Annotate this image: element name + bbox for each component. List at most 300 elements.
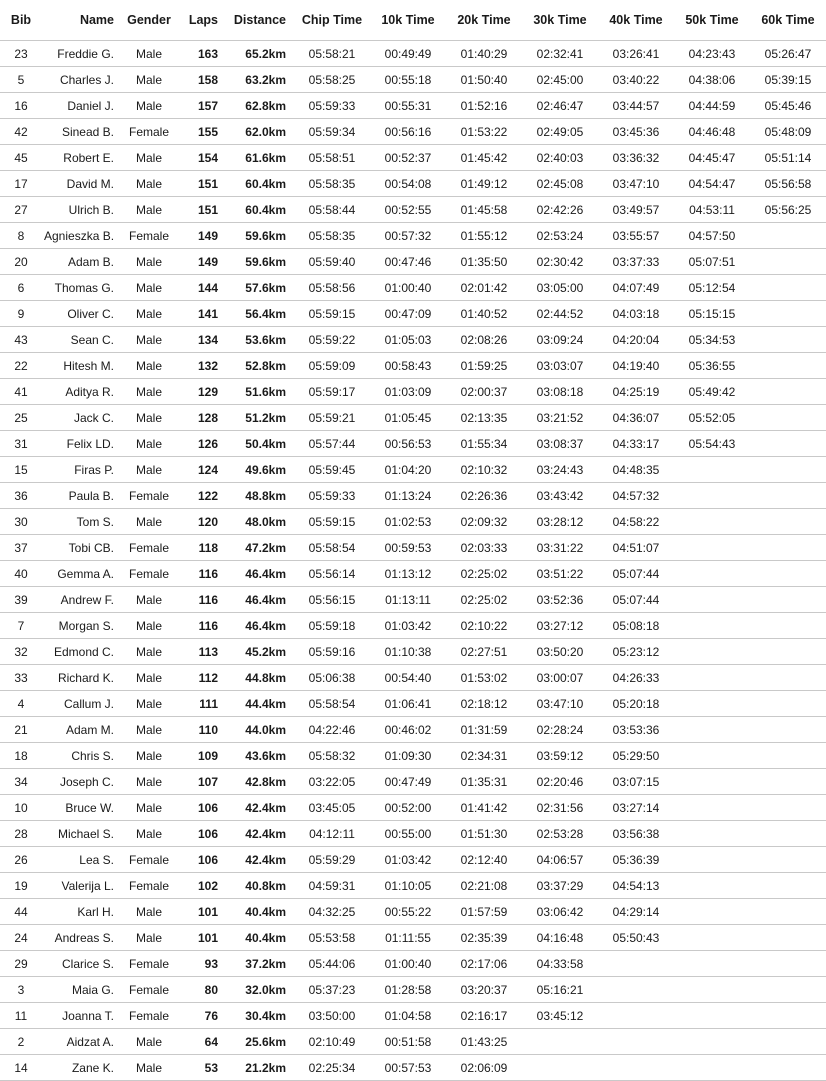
table-row xyxy=(0,795,826,821)
laps-cell: 151 xyxy=(197,176,218,191)
chip-time-cell: 05:59:34 xyxy=(308,124,356,139)
split-10k-cell: 01:13:12 xyxy=(384,566,432,581)
split-20k-cell: 02:35:39 xyxy=(460,930,508,945)
split-50k-cell: 05:49:42 xyxy=(688,384,736,399)
gender-cell: Female xyxy=(128,228,169,243)
bib-cell: 20 xyxy=(14,254,28,269)
distance-cell: 30.4km xyxy=(245,1008,286,1023)
chip-time-cell: 05:53:58 xyxy=(308,930,356,945)
split-30k-cell xyxy=(522,1055,598,1081)
table-row xyxy=(0,197,826,223)
name-cell: Callum J. xyxy=(63,696,114,711)
gender-cell: Female xyxy=(128,488,169,503)
split-20k-cell: 02:21:08 xyxy=(460,878,508,893)
gender-cell: Male xyxy=(135,1034,162,1049)
laps-cell: 124 xyxy=(197,462,218,477)
split-20k-cell: 02:03:33 xyxy=(460,540,508,555)
chip-time-cell: 05:59:45 xyxy=(308,462,356,477)
laps-cell: 109 xyxy=(197,748,218,763)
gender-cell: Female xyxy=(128,566,169,581)
gender-cell: Male xyxy=(135,410,162,425)
split-30k-cell: 05:16:21 xyxy=(536,982,584,997)
distance-cell: 44.0km xyxy=(245,722,286,737)
header-row xyxy=(0,0,826,41)
chip-time-cell: 04:12:11 xyxy=(309,826,355,841)
split-20k-cell: 01:49:12 xyxy=(460,176,508,191)
laps-cell: 80 xyxy=(204,982,218,997)
split-20k-cell: 01:40:29 xyxy=(460,46,508,61)
split-50k-cell: 04:54:47 xyxy=(688,176,736,191)
split-30k-cell: 03:03:07 xyxy=(536,358,584,373)
laps-cell: 101 xyxy=(197,904,218,919)
distance-cell: 56.4km xyxy=(245,306,286,321)
split-40k-cell: 05:36:39 xyxy=(612,852,660,867)
distance-cell: 51.6km xyxy=(245,384,286,399)
laps-cell: 129 xyxy=(197,384,218,399)
split-50k-cell: 05:07:51 xyxy=(688,254,736,269)
split-50k-cell xyxy=(674,795,750,821)
chip-time-cell: 05:59:15 xyxy=(308,306,356,321)
bib-cell: 30 xyxy=(14,514,28,529)
split-40k-cell: 03:44:57 xyxy=(612,98,660,113)
table-row xyxy=(0,743,826,769)
split-40k-cell xyxy=(598,977,674,1003)
split-10k-cell: 01:05:03 xyxy=(384,332,432,347)
bib-cell: 5 xyxy=(17,72,25,87)
split-50k-cell: 04:53:11 xyxy=(689,202,735,217)
distance-cell: 44.4km xyxy=(245,696,286,711)
split-50k-cell xyxy=(674,665,750,691)
split-10k-cell: 01:28:58 xyxy=(384,982,432,997)
split-30k-cell: 03:24:43 xyxy=(536,462,584,477)
split-10k-cell: 00:57:53 xyxy=(384,1060,432,1075)
name-cell: Tobi CB. xyxy=(68,540,114,555)
bib-cell: 21 xyxy=(14,722,28,737)
split-10k-cell: 01:13:11 xyxy=(385,592,431,607)
split-50k-cell xyxy=(674,873,750,899)
split-50k-cell xyxy=(674,587,750,613)
split-30k-cell: 02:46:47 xyxy=(536,98,584,113)
split-60k-cell xyxy=(750,587,826,613)
table-row xyxy=(0,717,826,743)
split-60k-cell xyxy=(750,275,826,301)
column-header-name: Name xyxy=(79,13,114,27)
split-50k-cell xyxy=(674,743,750,769)
split-60k-cell xyxy=(750,483,826,509)
split-20k-cell: 01:53:22 xyxy=(460,124,508,139)
table-row xyxy=(0,457,826,483)
distance-cell: 65.2km xyxy=(245,46,286,61)
split-40k-cell: 03:07:15 xyxy=(612,774,660,789)
bib-cell: 24 xyxy=(14,930,28,945)
split-20k-cell: 02:17:06 xyxy=(460,956,508,971)
bib-cell: 22 xyxy=(14,358,28,373)
split-50k-cell: 05:12:54 xyxy=(688,280,736,295)
name-cell: Aditya R. xyxy=(65,384,114,399)
name-cell: Agnieszka B. xyxy=(44,228,115,243)
split-10k-cell: 01:04:58 xyxy=(384,1008,432,1023)
split-40k-cell: 05:29:50 xyxy=(612,748,660,763)
name-cell: Sean C. xyxy=(70,332,114,347)
gender-cell: Male xyxy=(135,826,162,841)
split-50k-cell xyxy=(674,821,750,847)
split-60k-cell xyxy=(750,561,826,587)
name-cell: Zane K. xyxy=(71,1060,114,1075)
table-row xyxy=(0,691,826,717)
split-20k-cell: 01:55:12 xyxy=(460,228,508,243)
bib-cell: 19 xyxy=(14,878,28,893)
chip-time-cell: 04:32:25 xyxy=(308,904,356,919)
laps-cell: 116 xyxy=(198,592,218,607)
split-20k-cell: 01:50:40 xyxy=(460,72,508,87)
name-cell: Edmond C. xyxy=(53,644,114,659)
table-row xyxy=(0,301,826,327)
table-row xyxy=(0,821,826,847)
split-20k-cell: 01:45:42 xyxy=(460,150,508,165)
table-row xyxy=(0,67,826,93)
table-row xyxy=(0,639,826,665)
split-10k-cell: 01:00:40 xyxy=(384,280,432,295)
split-40k-cell: 03:53:36 xyxy=(612,722,660,737)
name-cell: Oliver C. xyxy=(67,306,114,321)
split-30k-cell: 03:50:20 xyxy=(536,644,584,659)
split-50k-cell xyxy=(674,769,750,795)
split-10k-cell: 00:52:00 xyxy=(384,800,432,815)
results-body xyxy=(0,41,826,1081)
laps-cell: 118 xyxy=(198,540,218,555)
column-header-40k-time: 40k Time xyxy=(609,13,663,27)
laps-cell: 106 xyxy=(197,826,218,841)
split-50k-cell xyxy=(674,483,750,509)
chip-time-cell: 05:59:16 xyxy=(308,644,356,659)
split-30k-cell: 03:52:36 xyxy=(536,592,584,607)
bib-cell: 3 xyxy=(17,982,25,997)
split-20k-cell: 01:35:50 xyxy=(460,254,508,269)
table-row xyxy=(0,847,826,873)
split-60k-cell: 05:56:25 xyxy=(764,202,812,217)
split-60k-cell xyxy=(750,743,826,769)
name-cell: Valerija L. xyxy=(61,878,114,893)
split-30k-cell: 02:44:52 xyxy=(536,306,584,321)
split-50k-cell xyxy=(674,639,750,665)
split-30k-cell: 02:49:05 xyxy=(536,124,584,139)
laps-cell: 113 xyxy=(198,644,218,659)
split-40k-cell xyxy=(598,1029,674,1055)
split-30k-cell: 03:27:12 xyxy=(536,618,584,633)
table-row xyxy=(0,535,826,561)
bib-cell: 34 xyxy=(14,774,28,789)
split-60k-cell xyxy=(750,613,826,639)
name-cell: Lea S. xyxy=(79,852,114,867)
split-50k-cell xyxy=(674,717,750,743)
split-20k-cell: 01:55:34 xyxy=(460,436,508,451)
split-60k-cell xyxy=(750,769,826,795)
split-50k-cell: 05:52:05 xyxy=(688,410,736,425)
bib-cell: 17 xyxy=(14,176,28,191)
bib-cell: 42 xyxy=(14,124,28,139)
split-30k-cell: 03:45:12 xyxy=(536,1008,584,1023)
split-20k-cell: 02:34:31 xyxy=(460,748,508,763)
bib-cell: 25 xyxy=(14,410,28,425)
split-40k-cell: 04:33:17 xyxy=(612,436,660,451)
name-cell: Richard K. xyxy=(57,670,114,685)
gender-cell: Male xyxy=(135,332,162,347)
bib-cell: 32 xyxy=(14,644,28,659)
gender-cell: Male xyxy=(135,514,162,529)
laps-cell: 151 xyxy=(197,202,218,217)
chip-time-cell: 05:58:21 xyxy=(308,46,356,61)
table-row xyxy=(0,379,826,405)
laps-cell: 144 xyxy=(197,280,218,295)
split-40k-cell xyxy=(598,1003,674,1029)
gender-cell: Male xyxy=(135,72,162,87)
split-40k-cell: 03:56:38 xyxy=(612,826,660,841)
table-row xyxy=(0,223,826,249)
split-20k-cell: 01:51:30 xyxy=(460,826,508,841)
chip-time-cell: 05:58:54 xyxy=(308,696,356,711)
bib-cell: 36 xyxy=(14,488,28,503)
chip-time-cell: 05:58:54 xyxy=(308,540,356,555)
split-40k-cell: 05:23:12 xyxy=(612,644,660,659)
table-row xyxy=(0,41,826,67)
split-50k-cell: 05:34:53 xyxy=(688,332,736,347)
laps-cell: 158 xyxy=(197,72,218,87)
split-50k-cell xyxy=(674,1055,750,1081)
split-20k-cell: 01:45:58 xyxy=(460,202,508,217)
distance-cell: 45.2km xyxy=(245,644,286,659)
split-60k-cell xyxy=(750,223,826,249)
split-50k-cell: 05:54:43 xyxy=(688,436,736,451)
split-60k-cell xyxy=(750,925,826,951)
column-header-50k-time: 50k Time xyxy=(685,13,739,27)
split-20k-cell: 02:10:22 xyxy=(460,618,508,633)
split-30k-cell: 03:06:42 xyxy=(536,904,584,919)
split-40k-cell: 03:26:41 xyxy=(612,46,660,61)
split-30k-cell: 02:40:03 xyxy=(536,150,584,165)
bib-cell: 8 xyxy=(17,228,25,243)
distance-cell: 25.6km xyxy=(245,1034,286,1049)
distance-cell: 40.8km xyxy=(245,878,286,893)
table-row xyxy=(0,93,826,119)
gender-cell: Male xyxy=(135,462,162,477)
name-cell: Maia G. xyxy=(71,982,114,997)
name-cell: Clarice S. xyxy=(61,956,114,971)
gender-cell: Female xyxy=(128,124,169,139)
split-30k-cell: 03:09:24 xyxy=(536,332,584,347)
table-row xyxy=(0,327,826,353)
split-40k-cell: 04:26:33 xyxy=(612,670,660,685)
split-60k-cell: 05:45:46 xyxy=(764,98,812,113)
distance-cell: 63.2km xyxy=(245,72,286,87)
split-30k-cell: 02:42:26 xyxy=(536,202,584,217)
split-10k-cell: 01:06:41 xyxy=(384,696,432,711)
split-40k-cell: 04:07:49 xyxy=(612,280,660,295)
gender-cell: Female xyxy=(128,540,169,555)
split-20k-cell: 02:08:26 xyxy=(460,332,508,347)
laps-cell: 106 xyxy=(197,800,218,815)
name-cell: Andreas S. xyxy=(54,930,114,945)
name-cell: Adam M. xyxy=(65,722,114,737)
split-50k-cell: 05:15:15 xyxy=(688,306,736,321)
column-header-chip-time: Chip Time xyxy=(301,13,363,27)
split-10k-cell: 00:55:00 xyxy=(384,826,432,841)
distance-cell: 48.0km xyxy=(245,514,286,529)
distance-cell: 52.8km xyxy=(245,358,286,373)
bib-cell: 31 xyxy=(14,436,28,451)
table-row xyxy=(0,561,826,587)
gender-cell: Male xyxy=(135,774,162,789)
table-row xyxy=(0,951,826,977)
gender-cell: Male xyxy=(135,670,162,685)
name-cell: Firas P. xyxy=(74,462,114,477)
split-60k-cell: 05:51:14 xyxy=(764,150,812,165)
name-cell: Felix LD. xyxy=(66,436,114,451)
split-40k-cell xyxy=(598,1055,674,1081)
split-60k-cell xyxy=(750,301,826,327)
split-60k-cell xyxy=(750,691,826,717)
distance-cell: 46.4km xyxy=(245,566,286,581)
column-header-20k-time: 20k Time xyxy=(457,13,511,27)
gender-cell: Male xyxy=(135,644,162,659)
split-40k-cell: 04:20:04 xyxy=(612,332,660,347)
split-40k-cell: 04:48:35 xyxy=(612,462,660,477)
chip-time-cell: 05:59:40 xyxy=(308,254,356,269)
column-header-60k-time: 60k Time xyxy=(761,13,815,27)
bib-cell: 26 xyxy=(14,852,28,867)
chip-time-cell: 05:37:23 xyxy=(308,982,356,997)
laps-cell: 149 xyxy=(197,254,218,269)
gender-cell: Male xyxy=(135,358,162,373)
split-40k-cell: 04:19:40 xyxy=(612,358,660,373)
split-30k-cell: 04:06:57 xyxy=(536,852,584,867)
table-row xyxy=(0,145,826,171)
split-40k-cell: 04:03:18 xyxy=(612,306,660,321)
name-cell: Jack C. xyxy=(73,410,114,425)
gender-cell: Male xyxy=(135,202,162,217)
table-row xyxy=(0,483,826,509)
distance-cell: 60.4km xyxy=(245,176,286,191)
split-60k-cell xyxy=(750,431,826,457)
split-30k-cell: 03:51:22 xyxy=(536,566,584,581)
split-20k-cell: 02:26:36 xyxy=(460,488,508,503)
name-cell: Paula B. xyxy=(68,488,114,503)
bib-cell: 45 xyxy=(14,150,28,165)
split-10k-cell: 01:04:20 xyxy=(384,462,432,477)
split-10k-cell: 00:58:43 xyxy=(384,358,432,373)
split-10k-cell: 00:54:08 xyxy=(384,176,432,191)
chip-time-cell: 02:10:49 xyxy=(308,1034,356,1049)
gender-cell: Female xyxy=(128,956,169,971)
distance-cell: 59.6km xyxy=(245,254,286,269)
chip-time-cell: 03:22:05 xyxy=(308,774,356,789)
split-40k-cell: 03:36:32 xyxy=(612,150,660,165)
name-cell: Hitesh M. xyxy=(63,358,114,373)
name-cell: Sinead B. xyxy=(61,124,114,139)
bib-cell: 28 xyxy=(14,826,28,841)
split-10k-cell: 00:47:46 xyxy=(384,254,432,269)
name-cell: Karl H. xyxy=(77,904,114,919)
chip-time-cell: 04:22:46 xyxy=(308,722,356,737)
bib-cell: 14 xyxy=(14,1060,28,1075)
split-40k-cell: 03:47:10 xyxy=(612,176,660,191)
split-30k-cell xyxy=(522,1029,598,1055)
name-cell: Joseph C. xyxy=(59,774,114,789)
split-60k-cell xyxy=(750,977,826,1003)
split-40k-cell: 05:20:18 xyxy=(612,696,660,711)
name-cell: Bruce W. xyxy=(65,800,114,815)
split-50k-cell xyxy=(674,899,750,925)
distance-cell: 53.6km xyxy=(245,332,286,347)
split-10k-cell: 00:52:37 xyxy=(384,150,432,165)
split-60k-cell xyxy=(750,1029,826,1055)
distance-cell: 42.4km xyxy=(245,826,286,841)
split-20k-cell: 01:53:02 xyxy=(460,670,508,685)
gender-cell: Female xyxy=(128,852,169,867)
split-30k-cell: 02:45:00 xyxy=(536,72,584,87)
split-40k-cell: 03:37:33 xyxy=(612,254,660,269)
chip-time-cell: 03:45:05 xyxy=(308,800,356,815)
split-40k-cell: 05:07:44 xyxy=(612,592,660,607)
column-header-30k-time: 30k Time xyxy=(533,13,587,27)
distance-cell: 43.6km xyxy=(245,748,286,763)
laps-cell: 64 xyxy=(204,1034,218,1049)
chip-time-cell: 04:59:31 xyxy=(308,878,356,893)
split-60k-cell xyxy=(750,873,826,899)
table-row xyxy=(0,353,826,379)
split-40k-cell xyxy=(598,951,674,977)
split-40k-cell: 04:58:22 xyxy=(612,514,660,529)
laps-cell: 116 xyxy=(198,618,218,633)
bib-cell: 2 xyxy=(17,1034,25,1049)
split-10k-cell: 00:56:53 xyxy=(384,436,432,451)
laps-cell: 102 xyxy=(197,878,218,893)
chip-time-cell: 05:59:33 xyxy=(308,98,356,113)
split-50k-cell: 04:23:43 xyxy=(688,46,736,61)
table-row xyxy=(0,873,826,899)
laps-cell: 53 xyxy=(204,1060,218,1075)
split-10k-cell: 01:10:38 xyxy=(384,644,432,659)
split-40k-cell: 04:57:32 xyxy=(612,488,660,503)
distance-cell: 47.2km xyxy=(245,540,286,555)
laps-cell: 110 xyxy=(198,722,218,737)
split-10k-cell: 00:55:22 xyxy=(384,904,432,919)
split-60k-cell xyxy=(750,327,826,353)
split-60k-cell: 05:56:58 xyxy=(764,176,812,191)
chip-time-cell: 03:50:00 xyxy=(308,1008,356,1023)
split-40k-cell: 04:36:07 xyxy=(612,410,660,425)
split-20k-cell: 02:18:12 xyxy=(460,696,508,711)
chip-time-cell: 05:59:15 xyxy=(308,514,356,529)
chip-time-cell: 05:44:06 xyxy=(308,956,356,971)
split-40k-cell: 05:50:43 xyxy=(612,930,660,945)
distance-cell: 42.8km xyxy=(245,774,286,789)
table-row xyxy=(0,171,826,197)
split-60k-cell xyxy=(750,535,826,561)
chip-time-cell: 02:25:34 xyxy=(308,1060,356,1075)
split-10k-cell: 00:59:53 xyxy=(384,540,432,555)
distance-cell: 60.4km xyxy=(245,202,286,217)
column-header-bib: Bib xyxy=(10,13,32,27)
split-60k-cell xyxy=(750,847,826,873)
name-cell: Chris S. xyxy=(71,748,114,763)
laps-cell: 149 xyxy=(197,228,218,243)
column-header-laps: Laps xyxy=(188,13,218,27)
split-50k-cell xyxy=(674,457,750,483)
laps-cell: 154 xyxy=(197,150,218,165)
gender-cell: Male xyxy=(135,800,162,815)
split-60k-cell xyxy=(750,405,826,431)
split-10k-cell: 01:00:40 xyxy=(384,956,432,971)
